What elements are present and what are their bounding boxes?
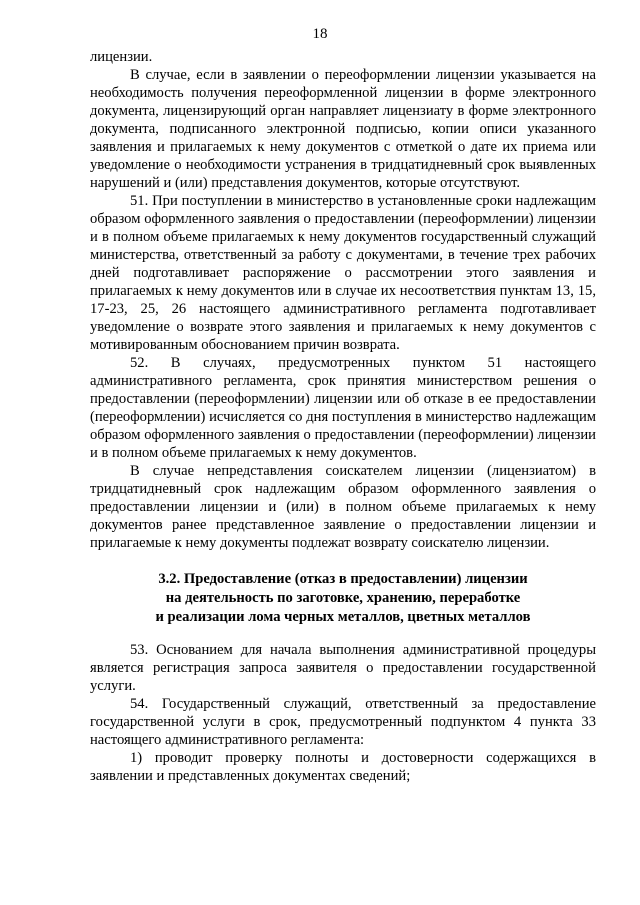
section-heading-3-2 [90, 570, 596, 627]
paragraph-nonsubmission: В случае непредставления соискателем лицензии (лицензиатом) в тридцатидневный срок надлежащим образом оформленного заявления о предоставлении лицензии и (или) в полном объеме прилагаемых к нему документов ранее представленное заявление о предоставлении лицензии и прилагаемые к нему документы подлежат возврату соискателю лицензии. [90, 463, 596, 551]
section-heading-line: на деятельность по заготовке, хранению, переработке [165, 590, 521, 606]
paragraph-item-52: 52. В случаях, предусмотренных пунктом 51 настоящего административного регламента, срок принятия министерством решения о предоставлении (переоформлении) лицензии или об отказе в ее предоставлении (переоформлении) исчисляется со дня поступления в министерство надлежащим образом оформленного заявления о предоставлении (переоформлении) лицензии и в полном объеме прилагаемых к нему документов. [90, 355, 596, 461]
paragraph-continuation: лицензии. [90, 49, 153, 65]
section-heading-line: и реализации лома черных металлов, цветных металлов [155, 609, 531, 625]
section-heading-line: 3.2. Предоставление (отказ в предоставлении) лицензии [158, 571, 528, 587]
paragraph-item-53: 53. Основанием для начала выполнения административной процедуры является регистрация запроса заявителя о предоставлении государственной услуги. [90, 642, 596, 694]
paragraph-item-54: 54. Государственный служащий, ответственный за предоставление государственной услуги в срок, предусмотренный подпунктом 4 пункта 33 настоящего административного регламента: [90, 696, 596, 748]
paragraph-electronic-reissue: В случае, если в заявлении о переоформлении лицензии указывается на необходимость получения переоформленной лицензии в форме электронного документа, лицензирующий орган направляет лицензиату в форме электронного документа, подписанного электронной подписью, копии описи указанного заявления и прилагаемых к нему документов с отметкой о дате их приема или уведомление о необходимости устранения в тридцатидневный срок выявленных нарушений и (или) представления документов, которые отсутствуют. [90, 67, 596, 191]
paragraph-subitem-1: 1) проводит проверку полноты и достоверности содержащихся в заявлении и представленных документах сведений; [90, 750, 596, 784]
document-body [90, 48, 596, 785]
paragraph-item-51: 51. При поступлении в министерство в установленные сроки надлежащим образом оформленного заявления о предоставлении (переоформлении) лицензии и в полном объеме прилагаемых к нему документов государственный служащий министерства, ответственный за работу с документами, в течение трех рабочих дней подготавливает распоряжение о рассмотрении этого заявления и прилагаемых к нему документов или в случае их несоответствия пунктам 13, 15, 17-23, 25, 26 настоящего административного регламента подготавливает уведомление о возврате этого заявления и прилагаемых к нему документов с мотивированным обоснованием причин возврата. [90, 193, 596, 353]
page-number: 18 [312, 26, 328, 42]
